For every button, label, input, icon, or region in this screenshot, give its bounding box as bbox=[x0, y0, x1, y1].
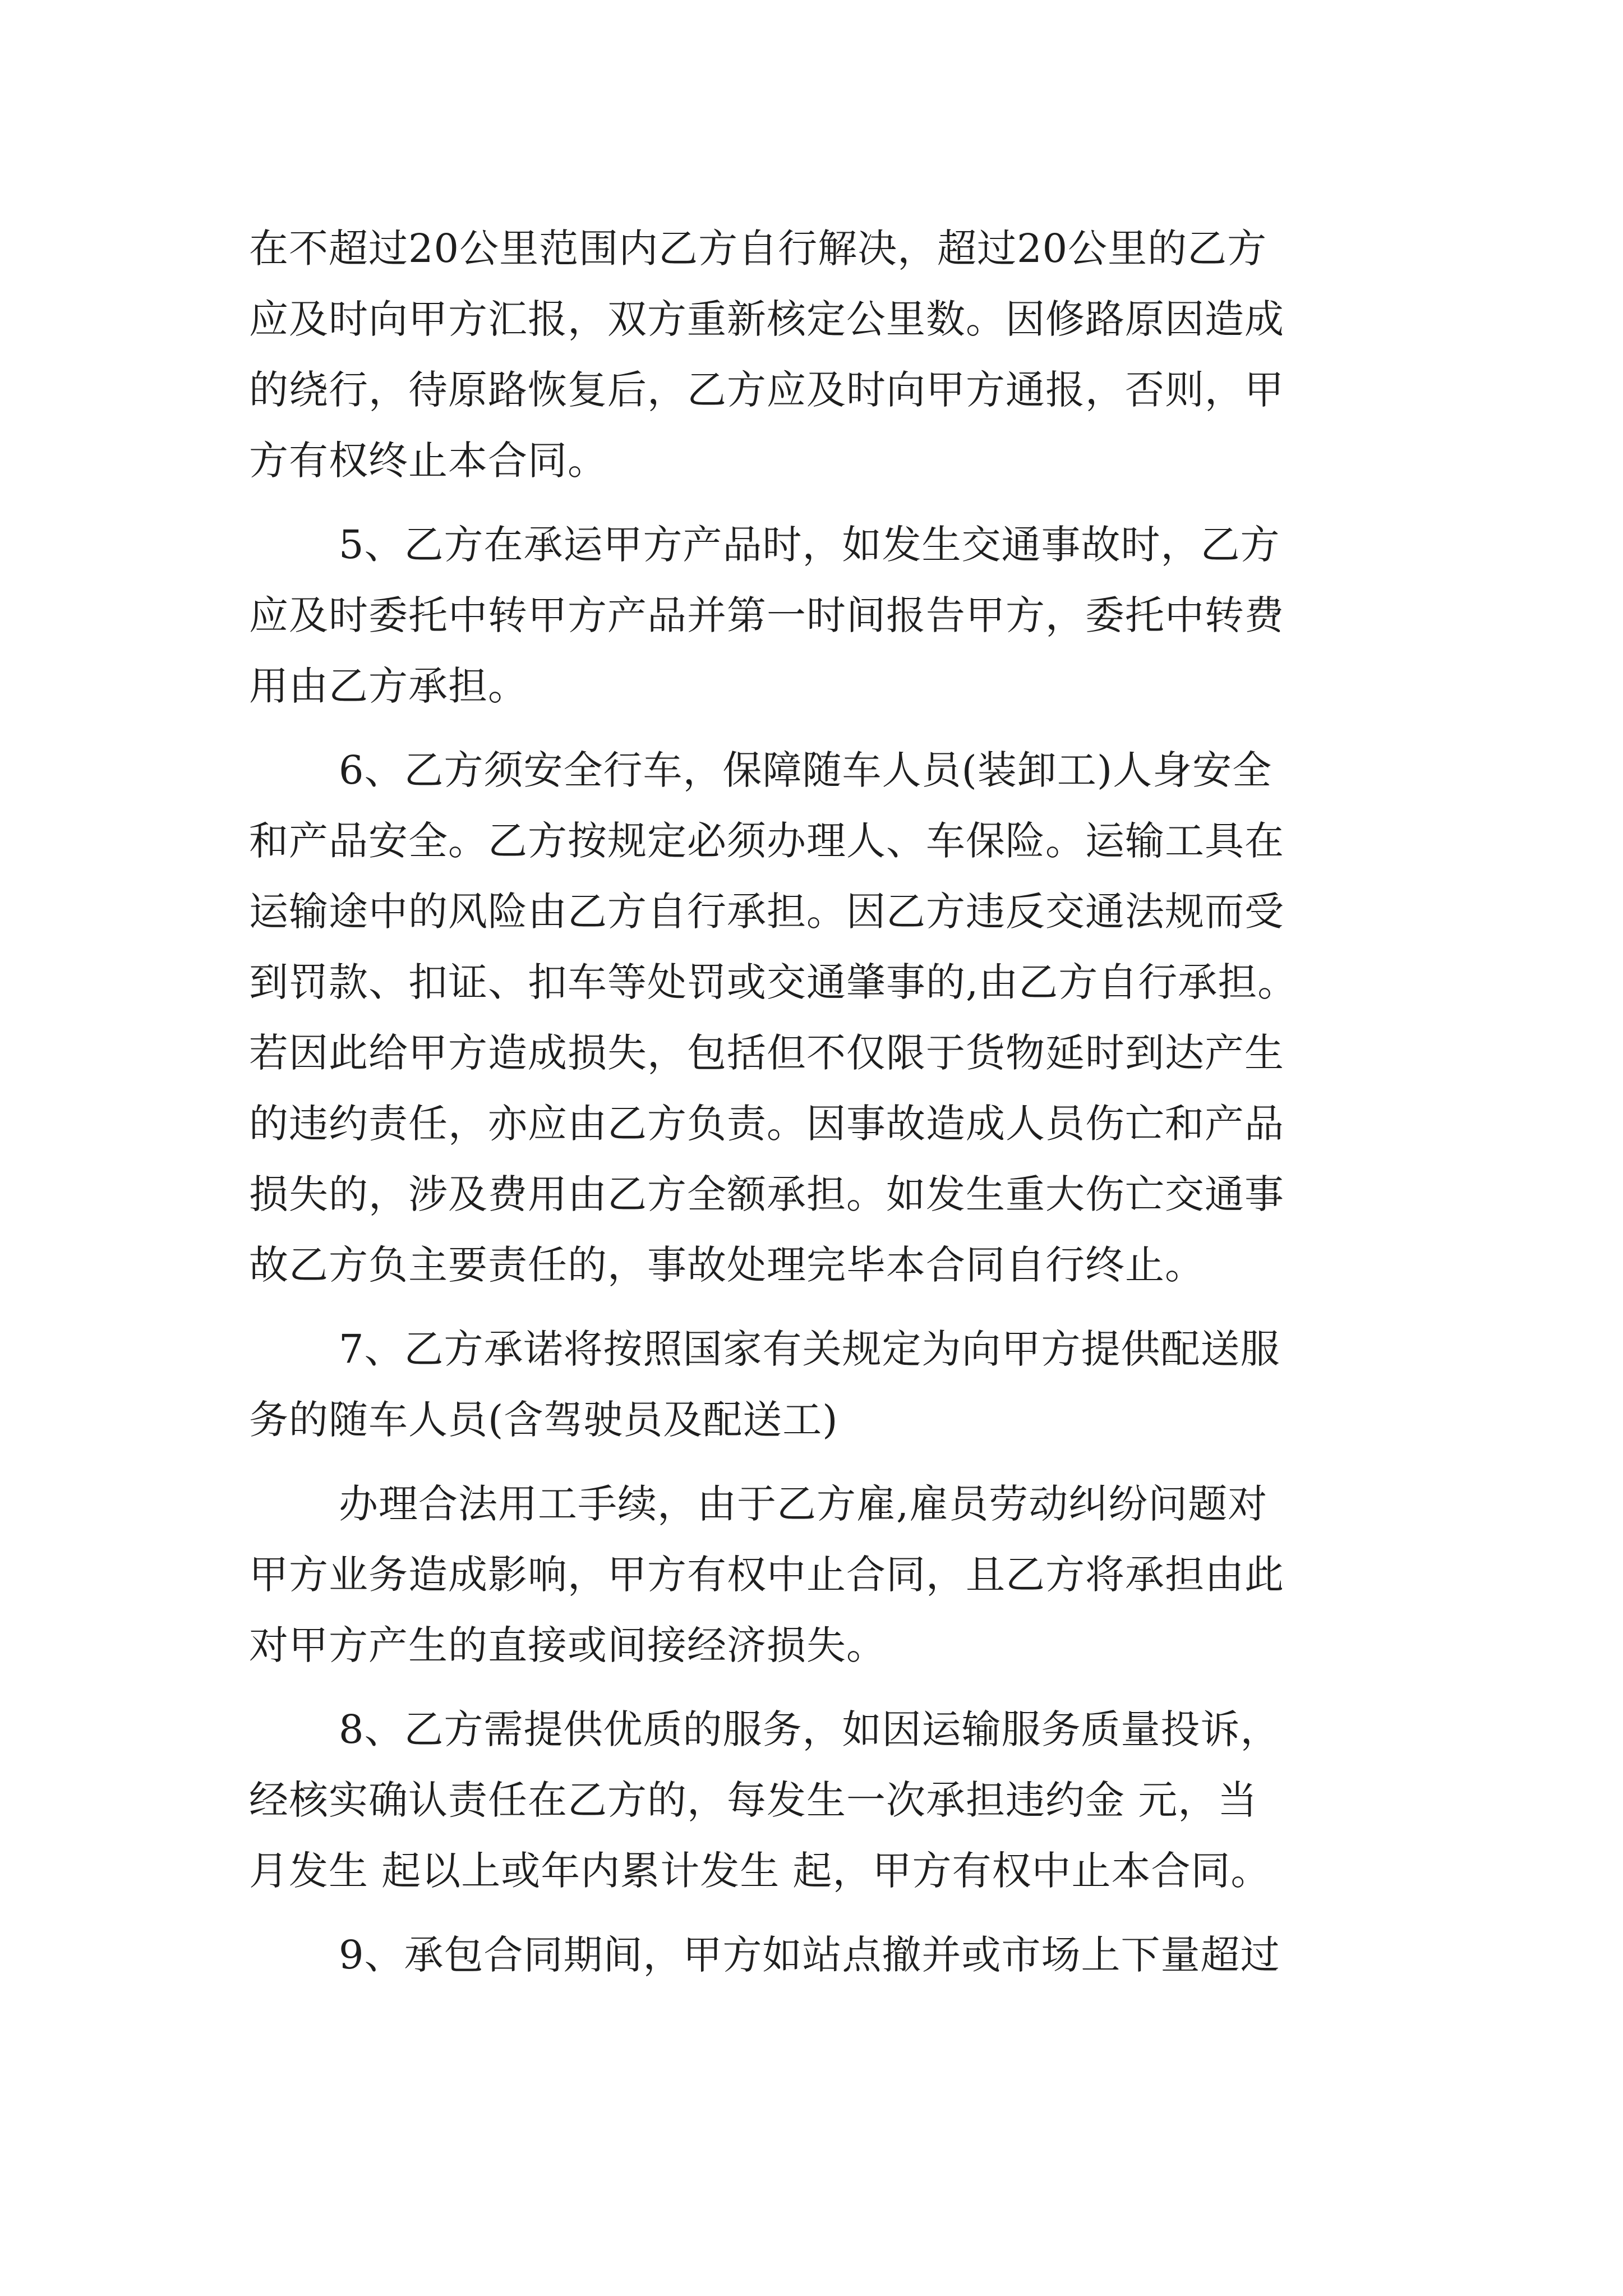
paragraph-gap bbox=[249, 1300, 1387, 1314]
text-line: 办理合法用工手续，由于乙方雇,雇员劳动纠纷问题对 bbox=[339, 1481, 1268, 1527]
text-line: 的违约责任，亦应由乙方负责。因事故造成人员伤亡和产品 bbox=[249, 1101, 1284, 1147]
text-line: 的绕行，待原路恢复后，乙方应及时向甲方通报，否则，甲 bbox=[249, 367, 1284, 413]
paragraph-gap bbox=[249, 721, 1387, 735]
text-line: 甲方业务造成影响，甲方有权中止合同，且乙方将承担由此 bbox=[249, 1552, 1284, 1598]
text-line: 损失的，涉及费用由乙方全额承担。如发生重大伤亡交通事 bbox=[249, 1171, 1284, 1217]
text-line: 运输途中的风险由乙方自行承担。因乙方违反交通法规而受 bbox=[249, 889, 1284, 935]
text-line: 用由乙方承担。 bbox=[249, 663, 528, 709]
text-line: 在不超过20公里范围内乙方自行解决，超过20公里的乙方 bbox=[249, 226, 1267, 272]
text-line: 若因此给甲方造成损失，包括但不仅限于货物延时到达产生 bbox=[249, 1030, 1284, 1076]
text-line: 月发生 起以上或年内累计发生 起，甲方有权中止本合同。 bbox=[249, 1848, 1271, 1894]
text-line: 应及时委托中转甲方产品并第一时间报告甲方，委托中转费 bbox=[249, 592, 1284, 638]
paragraph-gap bbox=[249, 1906, 1387, 1920]
text-line: 8、乙方需提供优质的服务，如因运输服务质量投诉， bbox=[339, 1706, 1280, 1752]
paragraph-gap bbox=[249, 1455, 1387, 1469]
text-line: 到罚款、扣证、扣车等处罚或交通肇事的,由乙方自行承担。 bbox=[249, 959, 1298, 1005]
text-line: 务的随车人员(含驾驶员及配送工) bbox=[249, 1397, 838, 1443]
text-line: 6、乙方须安全行车，保障随车人员(装卸工)人身安全 bbox=[339, 747, 1272, 793]
text-line: 9、承包合同期间，甲方如站点撤并或市场上下量超过 bbox=[339, 1932, 1280, 1978]
text-line: 方有权终止本合同。 bbox=[249, 438, 607, 484]
text-line: 故乙方负主要责任的，事故处理完毕本合同自行终止。 bbox=[249, 1242, 1205, 1288]
paragraph-gap bbox=[249, 1681, 1387, 1694]
text-line: 应及时向甲方汇报，双方重新核定公里数。因修路原因造成 bbox=[249, 296, 1284, 342]
text-line: 经核实确认责任在乙方的，每发生一次承担违约金 元，当 bbox=[249, 1777, 1258, 1823]
text-line: 对甲方产生的直接或间接经济损失。 bbox=[249, 1622, 886, 1668]
text-line: 和产品安全。乙方按规定必须办理人、车保险。运输工具在 bbox=[249, 818, 1284, 864]
text-line: 5、乙方在承运甲方产品时，如发生交通事故时，乙方 bbox=[339, 522, 1280, 568]
paragraph-gap bbox=[249, 496, 1387, 509]
text-line: 7、乙方承诺将按照国家有关规定为向甲方提供配送服 bbox=[339, 1326, 1280, 1372]
document-body bbox=[249, 213, 1387, 1990]
